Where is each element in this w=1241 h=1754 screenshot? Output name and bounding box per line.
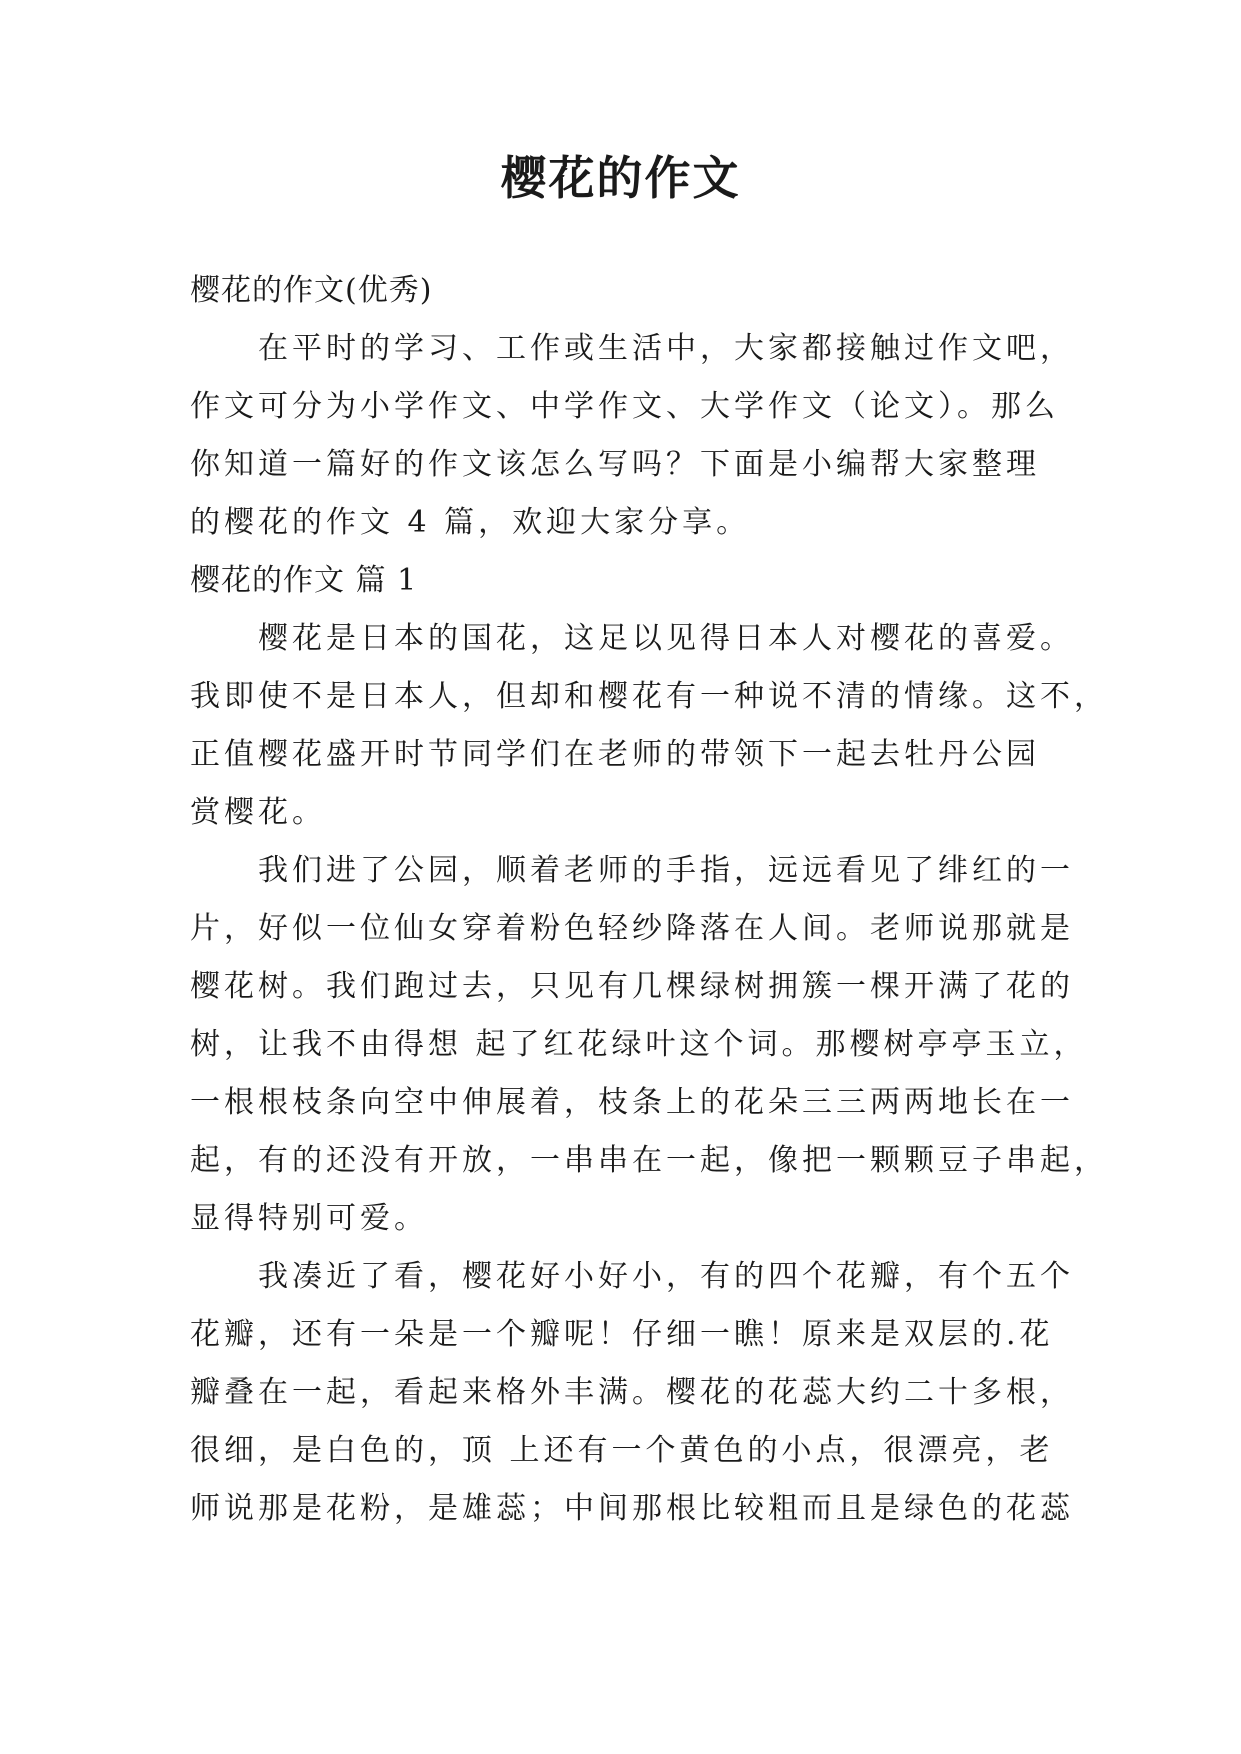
section-heading: 樱花的作文 篇 1 bbox=[190, 563, 418, 598]
text-line: 起，有的还没有开放，一串串在一起，像把一颗颗豆子串起， bbox=[190, 1143, 1108, 1178]
text-line: 显得特别可爱。 bbox=[190, 1201, 428, 1236]
text-line: 片，好似一位仙女穿着粉色轻纱降落在人间。老师说那就是 bbox=[190, 911, 1074, 946]
text-line: 你知道一篇好的作文该怎么写吗？下面是小编帮大家整理 bbox=[190, 447, 1040, 482]
text-line: 在平时的学习、工作或生活中，大家都接触过作文吧， bbox=[258, 331, 1074, 366]
text-line: 我们进了公园，顺着老师的手指，远远看见了绯红的一 bbox=[258, 853, 1074, 888]
section-heading: 樱花的作文(优秀) bbox=[190, 273, 433, 308]
text-line: 很细，是白色的，顶 上还有一个黄色的小点，很漂亮，老 bbox=[190, 1433, 1054, 1468]
document-body bbox=[190, 262, 1108, 1538]
document-title: 樱花的作文 bbox=[500, 151, 741, 205]
text-line: 赏樱花。 bbox=[190, 795, 326, 830]
text-line: 瓣叠在一起，看起来格外丰满。樱花的花蕊大约二十多根， bbox=[190, 1375, 1074, 1410]
text-line: 师说那是花粉，是雄蕊；中间那根比较粗而且是绿色的花蕊 bbox=[190, 1491, 1074, 1526]
text-line: 我即使不是日本人，但却和樱花有一种说不清的情缘。这不， bbox=[190, 679, 1108, 714]
text-line: 樱花树。我们跑过去，只见有几棵绿树拥簇一棵开满了花的 bbox=[190, 969, 1074, 1004]
text-line: 正值樱花盛开时节同学们在老师的带领下一起去牡丹公园 bbox=[190, 737, 1040, 772]
text-line: 樱花是日本的国花，这足以见得日本人对樱花的喜爱。 bbox=[258, 621, 1074, 656]
text-line: 作文可分为小学作文、中学作文、大学作文（论文）。那么 bbox=[190, 389, 1059, 424]
text-line: 我凑近了看，樱花好小好小，有的四个花瓣，有个五个 bbox=[258, 1259, 1074, 1294]
text-line: 一根根枝条向空中伸展着，枝条上的花朵三三两两地长在一 bbox=[190, 1085, 1074, 1120]
text-line: 花瓣，还有一朵是一个瓣呢！仔细一瞧！原来是双层的.花 bbox=[190, 1317, 1054, 1352]
text-line: 树，让我不由得想 起了红花绿叶这个词。那樱树亭亭玉立， bbox=[190, 1027, 1088, 1062]
text-line: 的樱花的作文 4 篇，欢迎大家分享。 bbox=[190, 505, 751, 540]
